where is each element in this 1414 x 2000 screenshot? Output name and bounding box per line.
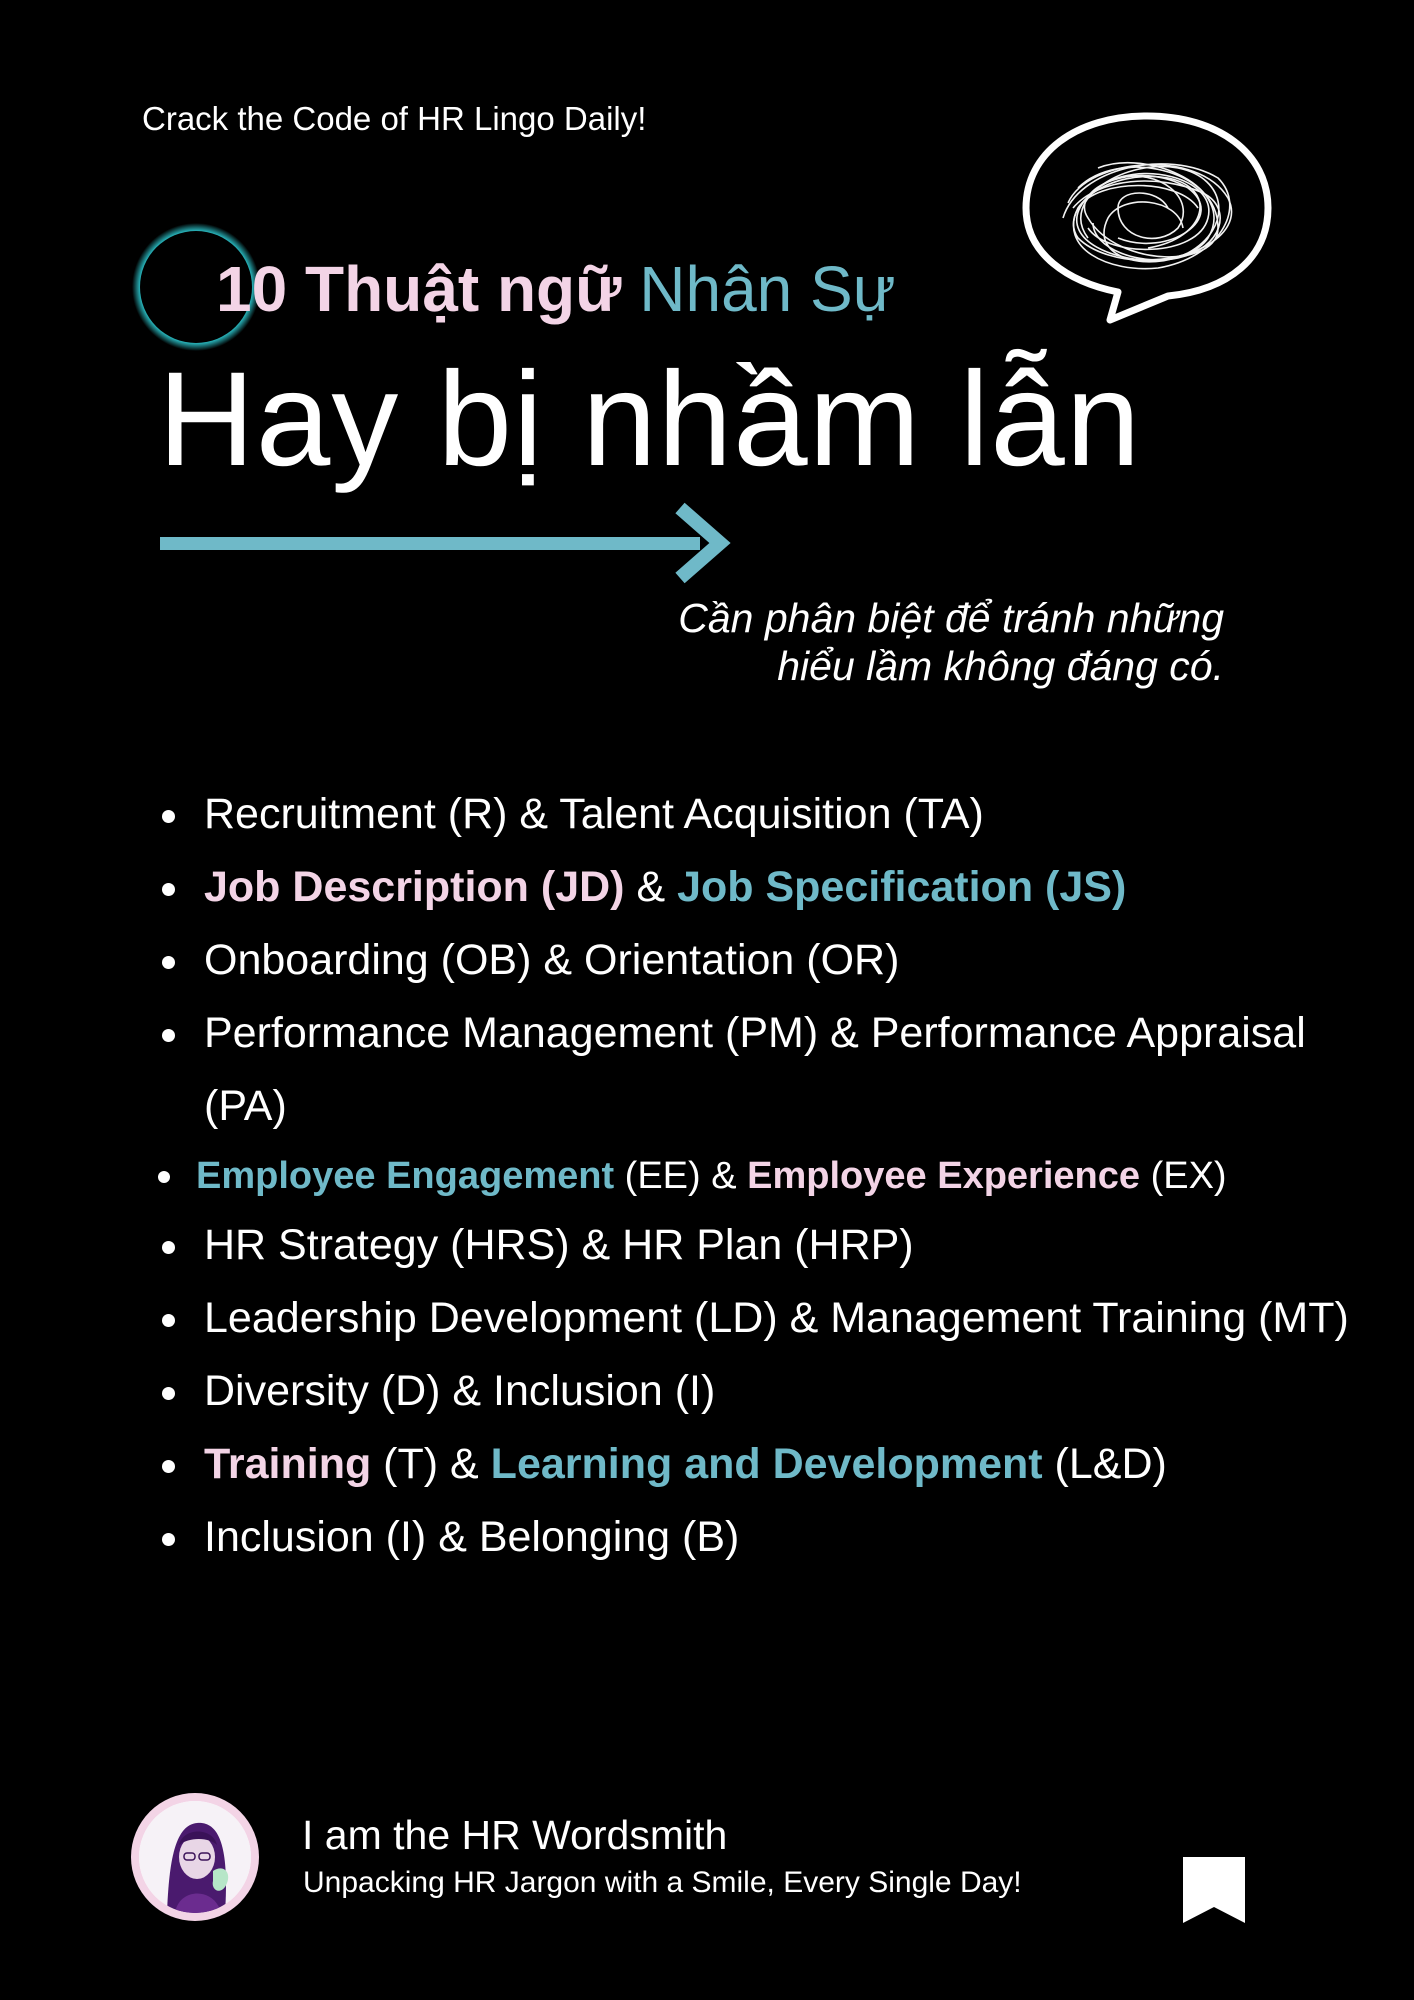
- avatar-image: [131, 1793, 259, 1921]
- term-text: Performance Management (PM) & Performance Appraisal (PA): [204, 1009, 1306, 1130]
- term-text: HR Strategy (HRS) & HR Plan (HRP): [204, 1221, 914, 1269]
- term-highlight-a: Employee Engagement: [196, 1155, 615, 1197]
- term-highlight-a: Training: [204, 1440, 372, 1488]
- term-suffix-b: (EX): [1140, 1155, 1227, 1197]
- thought-bubble-icon: [1018, 108, 1276, 326]
- term-text: Inclusion (I) & Belonging (B): [204, 1513, 740, 1561]
- author-name: I am the HR Wordsmith: [302, 1812, 728, 1858]
- list-item: [150, 778, 1350, 851]
- term-text: Recruitment (R) & Talent Acquisition (TA): [204, 790, 984, 838]
- subtitle-part1: 10 Thuật ngữ: [216, 253, 622, 325]
- list-item: [150, 1501, 1350, 1574]
- avatar-portrait-icon: [139, 1801, 251, 1913]
- list-item: [150, 1355, 1350, 1428]
- list-item: [150, 851, 1350, 924]
- list-item: [150, 1428, 1350, 1501]
- headline: Hay bị nhầm lẫn: [158, 345, 1142, 494]
- list-item: [150, 1143, 1350, 1209]
- author-motto: Unpacking HR Jargon with a Smile, Every Single Day!: [303, 1866, 1022, 1899]
- subtitle: [216, 252, 896, 326]
- note-line1: Cần phân biệt để tránh những: [678, 595, 1224, 641]
- term-highlight-b: Job Specification (JS): [677, 863, 1127, 911]
- note-line2: hiểu lầm không đáng có.: [777, 643, 1224, 690]
- list-item: [150, 1209, 1350, 1282]
- subtitle-part2: Nhân Sự: [639, 253, 896, 325]
- list-item: [150, 924, 1350, 997]
- term-suffix-a: (EE) &: [614, 1155, 748, 1197]
- term-highlight-a: Job Description (JD): [204, 863, 625, 911]
- list-item: [150, 997, 1350, 1143]
- term-suffix-a: (T) &: [371, 1440, 491, 1488]
- term-suffix-b: (L&D): [1042, 1440, 1167, 1488]
- bookmark-icon[interactable]: [1183, 1857, 1245, 1923]
- term-joiner: &: [624, 863, 678, 911]
- note: [678, 594, 1224, 691]
- term-text: Onboarding (OB) & Orientation (OR): [204, 936, 900, 984]
- tagline: Crack the Code of HR Lingo Daily!: [142, 100, 647, 137]
- term-text: Diversity (D) & Inclusion (I): [204, 1367, 716, 1415]
- term-text: Leadership Development (LD) & Management Training (MT): [204, 1294, 1349, 1342]
- arrow-icon: [158, 500, 738, 586]
- term-highlight-b: Learning and Development: [490, 1440, 1043, 1488]
- terms-list: [150, 778, 1350, 1574]
- list-item: [150, 1282, 1350, 1355]
- term-highlight-b: Employee Experience: [747, 1155, 1141, 1197]
